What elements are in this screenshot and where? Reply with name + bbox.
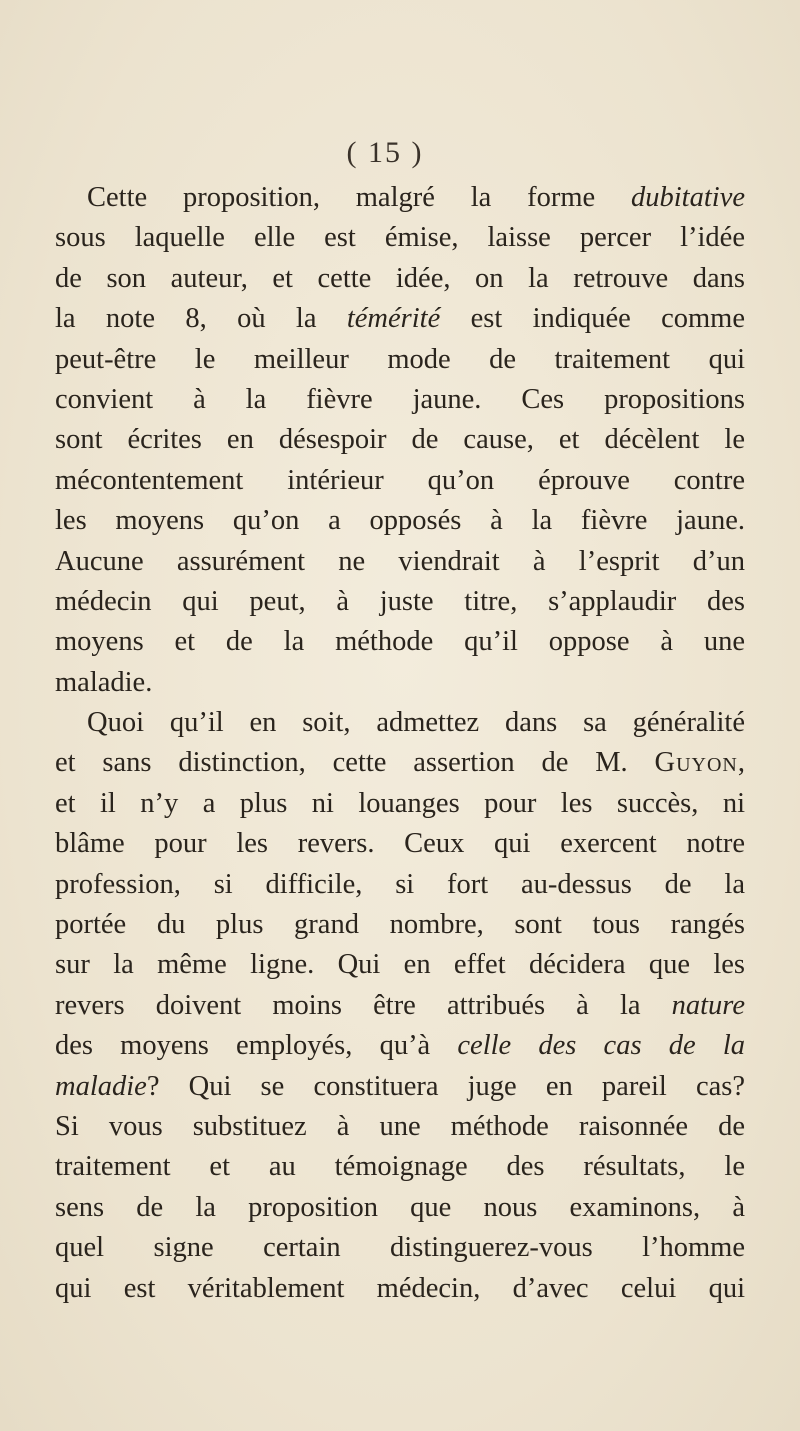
text-segment: Aucune assurément ne viendrait à l’esprit d’un bbox=[55, 545, 745, 577]
italic-text: maladie bbox=[55, 1070, 147, 1102]
text-segment: et sans distinction, cette assertion de M. bbox=[55, 747, 655, 779]
text-segment: portée du plus grand nombre, sont tous rangés bbox=[55, 909, 745, 941]
text-segment: ? Qui se constituera juge en pareil cas? bbox=[146, 1070, 745, 1102]
text-segment: la note 8, où la bbox=[55, 303, 347, 335]
text-segment: profession, si difficile, si fort au-dessus de la bbox=[55, 868, 745, 900]
text-line bbox=[55, 1067, 745, 1107]
paragraph bbox=[55, 703, 745, 1309]
text-segment: convient à la fièvre jaune. Ces propositions bbox=[55, 383, 745, 415]
text-segment: maladie. bbox=[55, 666, 153, 698]
text-segment: sont écrites en désespoir de cause, et décèlent le bbox=[55, 424, 745, 456]
text-line bbox=[55, 340, 745, 380]
text-line bbox=[55, 663, 745, 703]
text-line bbox=[55, 501, 745, 541]
text-segment: sens de la proposition que nous examinons, à bbox=[55, 1191, 745, 1223]
text-segment: sous laquelle elle est émise, laisse percer l’idée bbox=[55, 222, 745, 254]
text-line bbox=[55, 420, 745, 460]
text-line bbox=[55, 743, 745, 783]
text-segment: blâme pour les revers. Ceux qui exercent notre bbox=[55, 828, 745, 860]
text-line bbox=[55, 582, 745, 622]
text-segment: traitement et au témoignage des résultats, le bbox=[55, 1151, 745, 1183]
text-line bbox=[55, 259, 745, 299]
small-caps-text: Guyon bbox=[654, 747, 738, 779]
text-line bbox=[55, 1269, 745, 1309]
text-line bbox=[55, 1147, 745, 1187]
text-segment: les moyens qu’on a opposés à la fièvre jaune. bbox=[55, 505, 745, 537]
text-line bbox=[55, 299, 745, 339]
text-segment: sur la même ligne. Qui en effet décidera que les bbox=[55, 949, 745, 981]
text-segment: peut-être le meilleur mode de traitement qui bbox=[55, 343, 745, 375]
text-segment: médecin qui peut, à juste titre, s’applaudir des bbox=[55, 585, 745, 617]
italic-text: dubitative bbox=[631, 182, 745, 213]
text-segment: et il n’y a plus ni louanges pour les succès, ni bbox=[55, 787, 745, 819]
text-line bbox=[55, 1228, 745, 1268]
text-segment: revers doivent moins être attribués à la bbox=[55, 989, 672, 1021]
text-segment: qui est véritablement médecin, d’avec celui qui bbox=[55, 1272, 745, 1304]
text-line bbox=[55, 784, 745, 824]
text-segment: Cette proposition, malgré la forme bbox=[87, 182, 632, 213]
text-line bbox=[55, 1107, 745, 1147]
text-line bbox=[55, 1188, 745, 1228]
text-segment: est indiquée comme bbox=[440, 303, 745, 335]
text-segment: Quoi qu’il en soit, admettez dans sa généralité bbox=[87, 707, 745, 739]
text-line bbox=[55, 945, 745, 985]
text-line bbox=[55, 703, 745, 743]
italic-text: nature bbox=[671, 989, 745, 1021]
body-text bbox=[55, 178, 745, 1309]
text-segment: de son auteur, et cette idée, on la retrouve dans bbox=[55, 262, 745, 294]
text-line bbox=[55, 1026, 745, 1066]
text-line bbox=[55, 986, 745, 1026]
italic-text: témérité bbox=[346, 303, 441, 335]
text-segment: moyens et de la méthode qu’il oppose à une bbox=[55, 626, 745, 658]
page-number: ( 15 ) bbox=[346, 136, 424, 169]
text-line bbox=[55, 178, 745, 218]
text-line bbox=[55, 905, 745, 945]
text-line bbox=[55, 865, 745, 905]
text-line bbox=[55, 380, 745, 420]
text-line bbox=[55, 218, 745, 258]
text-segment: mécontentement intérieur qu’on éprouve contre bbox=[55, 464, 745, 496]
text-line bbox=[55, 461, 745, 501]
text-segment: Si vous substituez à une méthode raisonnée de bbox=[55, 1110, 745, 1142]
text-segment: , bbox=[737, 747, 745, 779]
italic-text: celle des cas de la bbox=[457, 1030, 745, 1062]
text-line bbox=[55, 622, 745, 662]
text-line bbox=[55, 824, 745, 864]
text-line bbox=[55, 542, 745, 582]
paragraph bbox=[55, 178, 745, 703]
text-segment: quel signe certain distinguerez-vous l’homme bbox=[55, 1232, 745, 1264]
text-segment: des moyens employés, qu’à bbox=[55, 1030, 458, 1062]
